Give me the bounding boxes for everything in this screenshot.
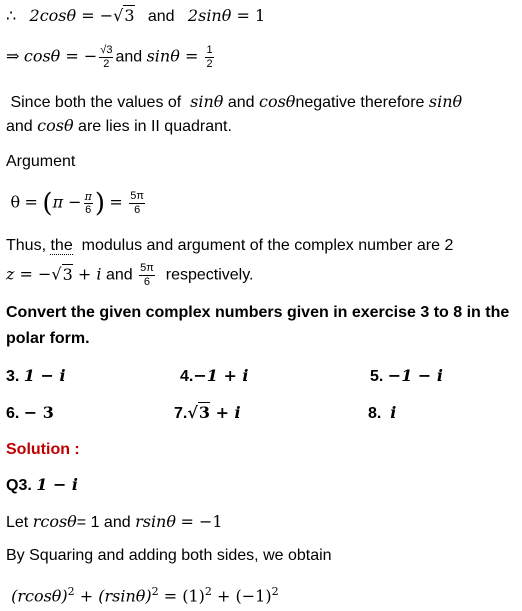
text-and: and	[227, 94, 255, 111]
text-argument: Argument	[6, 153, 76, 170]
text-squaring: By Squaring and adding both sides, we obtain	[6, 547, 332, 564]
and-word: and	[105, 266, 133, 284]
close-paren: )	[94, 188, 105, 219]
open-paren: (	[42, 188, 53, 219]
text-modulus: modulus and argument of the complex number are 2	[81, 237, 454, 254]
cos-theta: cosθ	[23, 46, 61, 66]
equals-minus: = −	[60, 46, 98, 66]
and-word: and	[115, 48, 143, 66]
sqrt-3: √3	[51, 264, 73, 284]
exercise-heading-2: polar form.	[6, 330, 90, 347]
text-line-3	[6, 92, 516, 113]
fraction-sqrt3-over-2: $\frac{√3}{2}$	[100, 44, 113, 70]
equals-minus: = −	[76, 6, 114, 25]
implies-symbol: ⇒	[6, 46, 20, 66]
text-negative: negative therefore	[295, 94, 425, 111]
therefore-symbol: ∴	[6, 6, 17, 25]
equals-one: = 1	[231, 6, 266, 25]
text-equals-1-and: = 1 and	[76, 514, 131, 531]
exercise-6: 6. − 3	[6, 403, 54, 422]
solution-heading: Solution :	[6, 441, 80, 458]
expr-2sin-theta: 2sinθ	[187, 6, 232, 25]
rsin-theta: rsinθ	[135, 512, 176, 531]
one-squared: = (1)	[158, 586, 205, 606]
text-thus: Thus,	[6, 237, 47, 254]
minus-one-squared: + (−1)	[211, 586, 272, 606]
equation-argument	[6, 190, 516, 217]
fraction-5pi-over-6: $\frac{5\pi}{6}$	[140, 262, 154, 288]
question-3-heading: Q3. 1 − i	[6, 475, 79, 494]
exercise-heading-1: Convert the given complex numbers given in exercise 3 to 8 in the	[6, 304, 510, 321]
text-quadrant: are lies in II quadrant.	[78, 118, 232, 135]
text-let: Let	[6, 514, 29, 531]
equation-line-2	[6, 44, 516, 71]
exercise-5: 5. −1 − i	[370, 366, 443, 385]
equation-line-let	[6, 512, 516, 533]
text-respectively: respectively.	[165, 266, 254, 284]
exercise-4: 4.−1 + i	[180, 366, 249, 385]
rsin-theta-squared: (rsinθ)	[98, 586, 152, 606]
sin-theta: sinθ	[146, 46, 180, 66]
text-line-7	[6, 236, 516, 256]
z-symbol: z	[6, 264, 15, 284]
equation-squares: $(rcos\theta)^2 + (rsin\theta)^2 = (1)^2 + (-1)^2$	[11, 585, 279, 606]
and-word: and	[147, 8, 175, 25]
text-line-4	[6, 116, 516, 137]
fraction-5pi-over-6: $\frac{5\pi}{6}$	[130, 190, 144, 216]
plus-i: + i	[72, 264, 102, 284]
equals-minus: = −	[14, 264, 52, 284]
fraction-pi-over-6: $\frac{\pi}{6}$	[84, 190, 92, 216]
expr-2cos-theta: 2cosθ	[29, 6, 77, 25]
text-equals-minus-1: = −1	[180, 512, 223, 531]
text-since: Since both the values of	[10, 94, 182, 111]
sqrt-3: √3	[113, 6, 135, 25]
equals: =	[109, 192, 123, 212]
fraction-1-over-2: $\frac{1}{2}$	[206, 44, 213, 70]
exercise-8: 8. i	[368, 403, 397, 422]
pi-minus: π −	[52, 192, 82, 212]
sin-theta: sinθ	[190, 92, 224, 111]
cos-theta: cosθ	[37, 116, 74, 135]
equation-line-1	[6, 6, 516, 27]
theta-symbol: θ	[10, 192, 21, 212]
text-the: the	[50, 237, 73, 254]
equals: =	[179, 46, 204, 66]
sqrt-3: √3	[187, 403, 210, 422]
equals: =	[24, 192, 38, 212]
cos-theta: cosθ	[259, 92, 296, 111]
equation-line-8	[6, 262, 516, 289]
rcos-theta: rcosθ	[32, 512, 77, 531]
exercise-7: 7.√3 + i	[174, 403, 241, 422]
exercise-3: 3. 1 − i	[6, 366, 66, 385]
sin-theta-2: sinθ	[428, 92, 463, 111]
rcos-theta-squared: (rcosθ)	[11, 586, 68, 606]
text-and: and	[6, 118, 33, 135]
